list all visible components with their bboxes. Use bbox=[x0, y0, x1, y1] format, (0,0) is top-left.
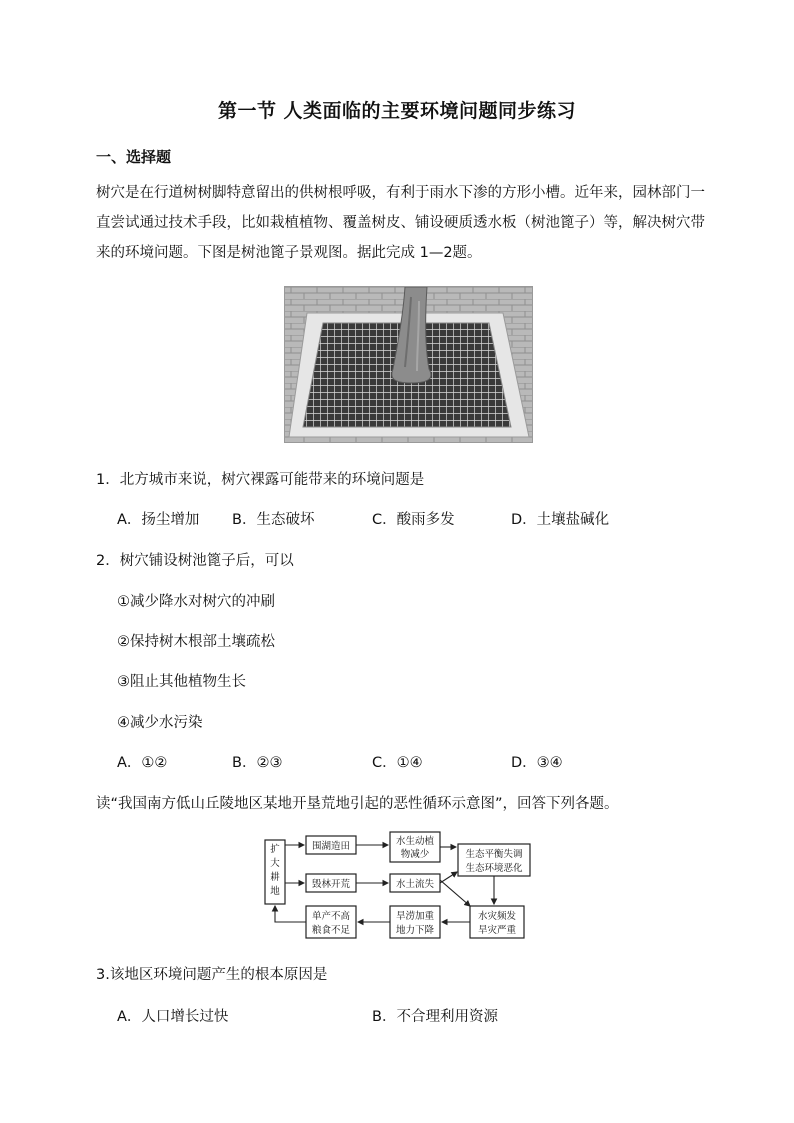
q2-statement-2: ②保持树木根部土壤疏松 bbox=[117, 634, 275, 650]
label-land-2: 地力下降 bbox=[395, 925, 435, 936]
intro-line-1: 树穴是在行道树树脚特意留出的供树根呼吸，有利于雨水下渗的方形小槽。近年来，园林部门一 bbox=[96, 185, 705, 201]
label-yield-1: 单产不高 bbox=[311, 911, 351, 922]
tree-grate-illustration bbox=[285, 287, 532, 442]
q1-option-c: C．酸雨多发 bbox=[372, 512, 455, 528]
page-title: 第一节 人类面临的主要环境问题同步练习 bbox=[217, 100, 577, 122]
label-yield-2: 粮食不足 bbox=[311, 925, 351, 936]
intro-line-3: 来的环境问题。下图是树池篦子景观图。据此完成 1—2题。 bbox=[96, 245, 482, 261]
vicious-cycle-diagram bbox=[262, 830, 532, 942]
q3-option-a: A．人口增长过快 bbox=[117, 1009, 229, 1025]
q1-option-b: B．生态破坏 bbox=[232, 512, 315, 528]
q3-option-b: B．不合理利用资源 bbox=[372, 1009, 498, 1025]
label-ecology-2: 生态环境恶化 bbox=[465, 863, 523, 874]
label-soil-erosion: 水土流失 bbox=[395, 879, 435, 890]
q2-option-a: A．①② bbox=[117, 755, 168, 771]
left-box-char-1: 扩 bbox=[270, 844, 280, 855]
q2-option-c: C．①④ bbox=[372, 755, 423, 771]
vicious-cycle-svg bbox=[262, 830, 532, 942]
intro-paragraph bbox=[96, 178, 705, 268]
tree-grate-photo bbox=[284, 286, 533, 443]
q1-option-d: D．土壤盐碱化 bbox=[511, 512, 610, 528]
q1-option-a: A．扬尘增加 bbox=[117, 512, 200, 528]
left-box-char-3: 耕 bbox=[270, 872, 280, 883]
label-deforest: 毁林开荒 bbox=[311, 879, 351, 890]
label-ecology-1: 生态平衡失调 bbox=[465, 849, 523, 860]
q2-statement-3: ③阻止其他植物生长 bbox=[117, 674, 246, 690]
label-floods-1: 水灾频发 bbox=[477, 911, 517, 922]
left-box-char-4: 地 bbox=[270, 886, 280, 897]
q2-statement-1: ①减少降水对树穴的冲刷 bbox=[117, 594, 275, 610]
label-aquatic-1: 水生动植 bbox=[395, 836, 435, 847]
reading-prompt: 读“我国南方低山丘陵地区某地开垦荒地引起的恶性循环示意图”，回答下列各题。 bbox=[96, 796, 619, 812]
label-aquatic-2: 物减少 bbox=[400, 849, 430, 860]
label-reclaim-lake: 围湖造田 bbox=[311, 841, 351, 852]
q2-option-d: D．③④ bbox=[511, 755, 563, 771]
question-1-stem: 1．北方城市来说，树穴裸露可能带来的环境问题是 bbox=[96, 472, 425, 488]
label-floods-2: 旱灾严重 bbox=[477, 925, 517, 936]
intro-line-2: 直尝试通过技术手段，比如栽植植物、覆盖树皮、铺设硬质透水板（树池篦子）等，解决树穴带 bbox=[96, 215, 705, 231]
q2-statement-4: ④减少水污染 bbox=[117, 715, 203, 731]
label-land-1: 旱涝加重 bbox=[395, 911, 435, 922]
question-2-stem: 2．树穴铺设树池篦子后，可以 bbox=[96, 553, 294, 569]
left-box-char-2: 大 bbox=[270, 858, 280, 869]
question-3-stem: 3.该地区环境问题产生的根本原因是 bbox=[96, 967, 328, 983]
section-heading: 一、选择题 bbox=[96, 148, 172, 166]
q2-option-b: B．②③ bbox=[232, 755, 283, 771]
